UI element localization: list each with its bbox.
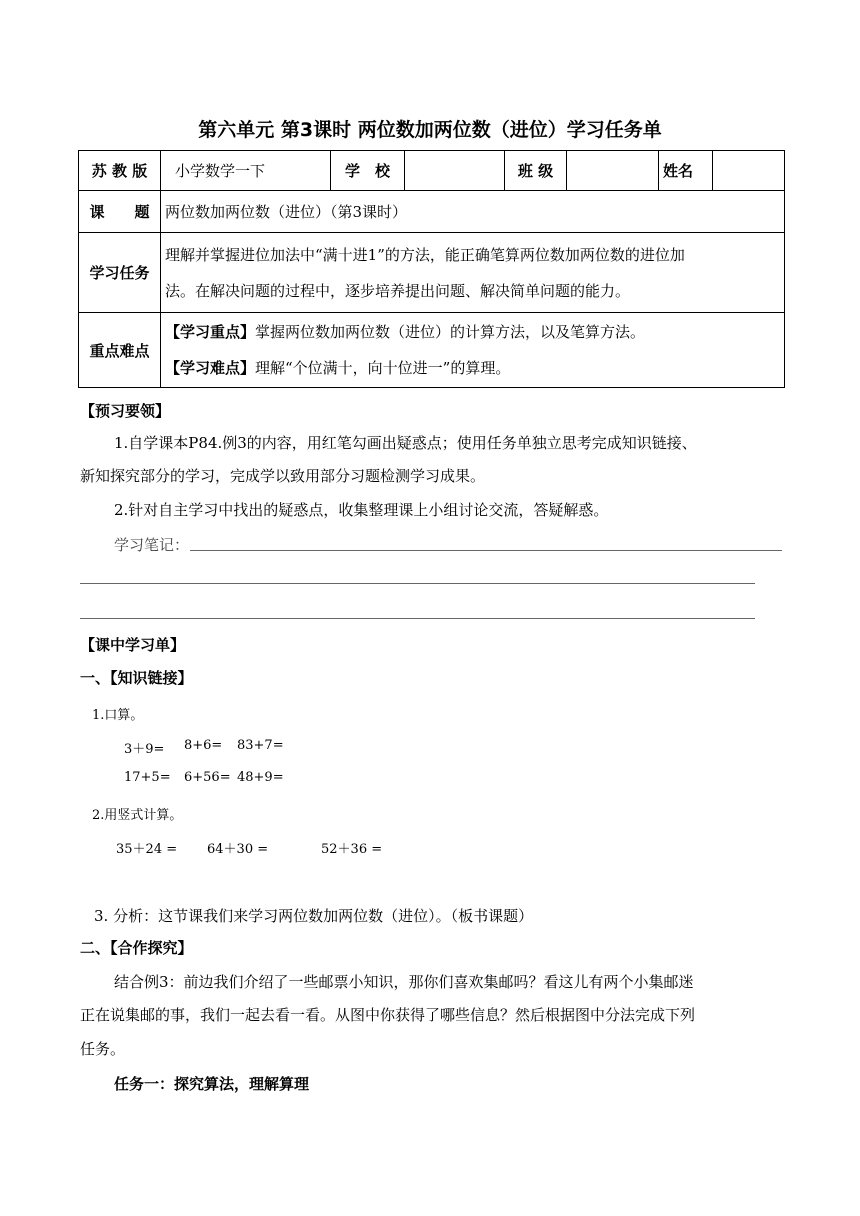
- vertical-problem: 35＋24 =: [116, 842, 178, 857]
- oral-problem: 48+9=: [237, 770, 284, 785]
- edition-label: 苏 教 版: [79, 151, 161, 191]
- preview-heading: 【预习要领】: [80, 402, 171, 420]
- class-label: 班 级: [505, 151, 567, 191]
- key-point-row: [165, 314, 780, 350]
- class-field[interactable]: [567, 151, 659, 191]
- analysis-text: 3. 分析：这节课我们来学习两位数加两位数（进位）。（板书课题）: [94, 907, 534, 925]
- notes-label: 学习笔记：: [114, 536, 190, 554]
- preview-item-1-line-1: 1.自学课本P84.例3的内容，用红笔勾画出疑惑点；使用任务单独立思考完成知识链接、: [114, 434, 697, 452]
- task-line-1: 理解并掌握进位加法中“满十进1”的方法，能正确笔算两位数加两位数的进位加: [165, 245, 685, 264]
- task-line-2: 法。在解决问题的过程中，逐步培养提出问题、解决简单问题的能力。: [165, 281, 631, 300]
- school-label: 学 校: [331, 151, 405, 191]
- explore-line-3: 任务。: [80, 1040, 126, 1058]
- edition-value: 小学数学一下: [161, 151, 331, 191]
- key-cell: [161, 313, 785, 388]
- difficulty-text: 理解“个位满十，向十位进一”的算理。: [255, 359, 511, 377]
- school-field[interactable]: [405, 151, 505, 191]
- oral-problem: 6+56=: [184, 770, 231, 785]
- info-table: [78, 150, 785, 388]
- oral-label: 1.口算。: [92, 708, 144, 723]
- vertical-problem: 64＋30 =: [207, 842, 269, 857]
- page-title: 第六单元 第3课时 两位数加两位数（进位）学习任务单: [198, 119, 662, 141]
- explore-line-2: 正在说集邮的事，我们一起去看一看。从图中你获得了哪些信息？然后根据图中分法完成下列: [80, 1006, 696, 1024]
- explore-line-1: 结合例3：前边我们介绍了一些邮票小知识，那你们喜欢集邮吗？看这儿有两个小集邮迷: [114, 973, 694, 991]
- notes-line-3[interactable]: [80, 618, 755, 619]
- name-label: 姓名: [659, 151, 713, 191]
- preview-item-1-line-2: 新知探究部分的学习，完成学以致用部分习题检测学习成果。: [80, 467, 486, 485]
- oral-problem: 83+7=: [237, 738, 284, 753]
- section-1-heading: 一、【知识链接】: [80, 669, 193, 687]
- oral-problem: 8+6=: [184, 738, 223, 753]
- difficulty-row: [165, 350, 780, 386]
- key-point-tag: 【学习重点】: [165, 323, 256, 341]
- key-point-text: 掌握两位数加两位数（进位）的计算方法，以及笔算方法。: [255, 323, 646, 341]
- section-2-heading: 二、【合作探究】: [80, 939, 193, 957]
- notes-line-1[interactable]: [190, 550, 782, 551]
- preview-item-2: 2.针对自主学习中找出的疑惑点，收集整理课上小组讨论交流，答疑解惑。: [114, 501, 609, 519]
- notes-line-2[interactable]: [80, 583, 755, 584]
- oral-problem: 17+5=: [124, 770, 171, 785]
- key-label: 重点难点: [79, 313, 161, 388]
- task-label: 学习任务: [79, 233, 161, 313]
- topic-label: 课 题: [79, 191, 161, 233]
- vertical-problem: 52＋36 =: [321, 842, 383, 857]
- task-1-heading: 任务一：探究算法，理解算理: [114, 1075, 310, 1093]
- oral-problem: 3＋9=: [124, 742, 165, 757]
- task-cell: [161, 233, 785, 313]
- lesson-heading: 【课中学习单】: [80, 636, 186, 654]
- topic-value: 两位数加两位数（进位）（第3课时）: [161, 191, 785, 233]
- difficulty-tag: 【学习难点】: [165, 359, 256, 377]
- name-field[interactable]: [713, 151, 785, 191]
- vertical-label: 2.用竖式计算。: [92, 808, 183, 823]
